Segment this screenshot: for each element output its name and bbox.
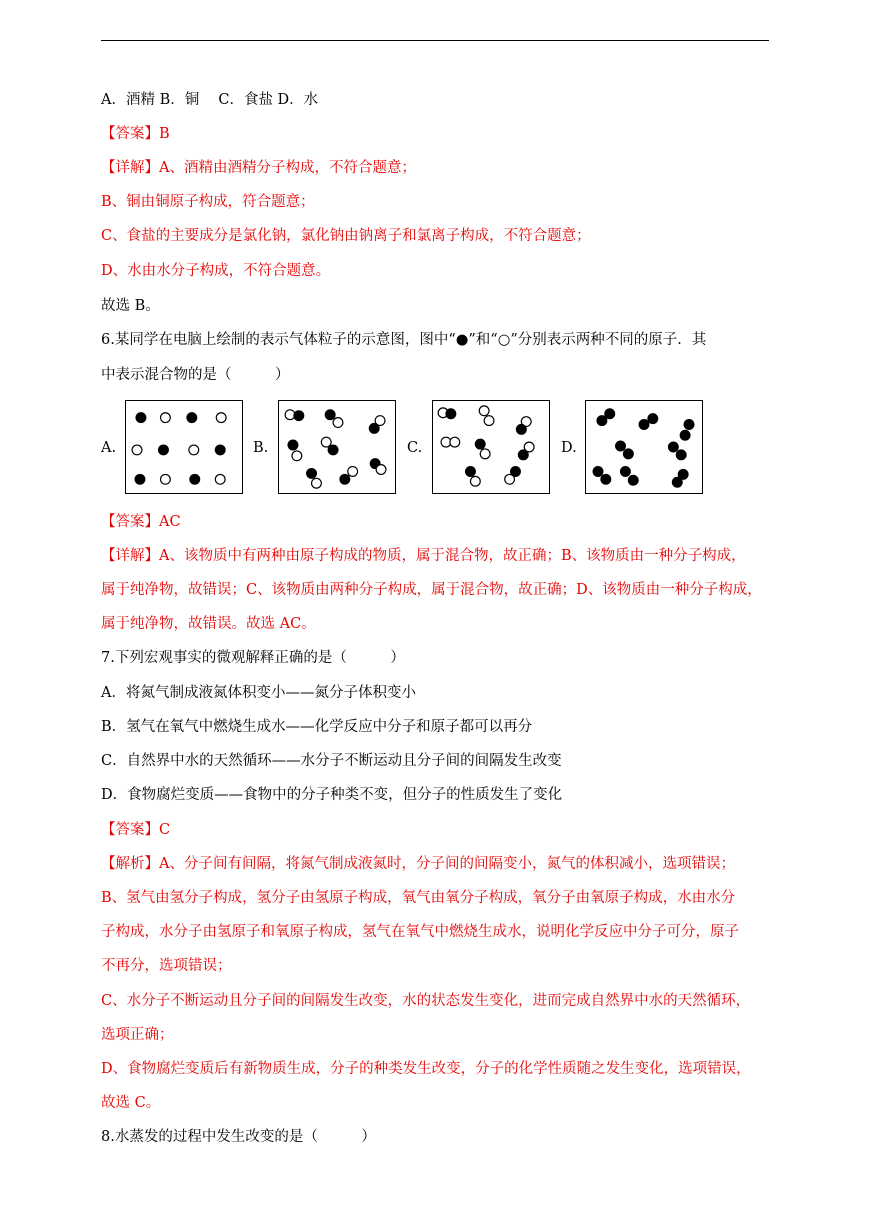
q5-detail-3: C、食盐的主要成分是氯化钠，氯化钠由钠离子和氯离子构成，不符合题意； — [101, 228, 591, 244]
black-atom — [446, 409, 456, 419]
q5-detail-4: D、水由水分子构成，不符合题意。 — [101, 263, 331, 279]
q7-analysis-4: 不再分，选项错误； — [101, 958, 232, 974]
q7-option-c: C．自然界中水的天然循环——水分子不断运动且分子间的间隔发生改变 — [101, 753, 562, 769]
white-atom — [161, 474, 171, 484]
q7-option-b: B．氢气在氧气中燃烧生成水——化学反应中分子和原子都可以再分 — [101, 719, 533, 735]
q7-analysis-3: 子构成，水分子由氢原子和氧原子构成，氢气在氧气中燃烧生成水，说明化学反应中分子可分，原子 — [101, 924, 739, 940]
black-atom — [676, 450, 686, 460]
q7-option-a: A．将氮气制成液氮体积变小——氮分子体积变小 — [101, 685, 416, 701]
particle-figure-a — [125, 400, 243, 494]
black-atom — [672, 477, 682, 487]
white-atom — [189, 445, 199, 455]
particle-diagram-c — [433, 401, 549, 493]
particle-diagram-b — [279, 401, 395, 493]
black-atom — [190, 474, 200, 484]
particle-figure-d — [585, 400, 703, 494]
particle-figure-b — [278, 400, 396, 494]
figure-label-b: B. — [253, 440, 269, 456]
white-atom — [376, 465, 386, 475]
q5-answer: 【答案】B — [101, 126, 170, 142]
black-atom — [328, 445, 338, 455]
white-atom — [215, 474, 225, 484]
black-atom — [136, 413, 146, 423]
white-atom — [292, 451, 302, 461]
black-atom — [369, 424, 379, 434]
black-atom — [475, 439, 485, 449]
q5-detail-2: B、铜由铜原子构成，符合题意； — [101, 194, 315, 210]
particle-diagram-a — [126, 401, 242, 493]
white-atom — [479, 406, 489, 416]
q7-analysis-6: 选项正确； — [101, 1027, 174, 1043]
black-atom — [597, 416, 607, 426]
particle-figure-c — [432, 400, 550, 494]
q5-detail-1: 【详解】A、酒精由酒精分子构成，不符合题意； — [101, 160, 416, 176]
white-atom — [161, 413, 171, 423]
black-atom — [215, 445, 225, 455]
figure-label-d: D. — [561, 440, 577, 456]
white-atom — [505, 474, 515, 484]
black-atom — [187, 413, 197, 423]
header-rule — [101, 40, 769, 41]
black-atom — [294, 411, 304, 421]
black-atom — [680, 430, 690, 440]
black-atom — [518, 450, 528, 460]
q7-analysis-1: 【解析】A、分子间有间隔，将氮气制成液氮时，分子间的间隔变小，氮气的体积减小，选项错误； — [101, 856, 735, 872]
black-atom — [628, 475, 638, 485]
black-atom — [621, 467, 631, 477]
black-atom — [340, 474, 350, 484]
q6-detail-2: 属于纯净物，故错误；C、该物质由两种分子构成，属于混合物，故正确；D、该物质由一种分子构成， — [101, 582, 762, 598]
q6-stem-1: 6.某同学在电脑上绘制的表示气体粒子的示意图，图中“●”和“○”分别表示两种不同的原子．其 — [101, 332, 707, 348]
white-atom — [348, 467, 358, 477]
black-atom — [159, 445, 169, 455]
q7-option-d: D．食物腐烂变质——食物中的分子种类不变，但分子的性质发生了变化 — [101, 787, 563, 803]
q7-answer: 【答案】C — [101, 822, 171, 838]
white-atom — [470, 476, 480, 486]
black-atom — [639, 420, 649, 430]
black-atom — [668, 442, 678, 452]
q7-analysis-2: B、氢气由氢分子构成，氢分子由氢原子构成，氧气由氧分子构成，氧分子由氧原子构成，水由水分 — [101, 890, 736, 906]
q7-analysis-8: 故选 C。 — [101, 1095, 161, 1111]
white-atom — [216, 413, 226, 423]
black-atom — [516, 424, 526, 434]
white-atom — [484, 416, 494, 426]
q7-analysis-5: C、水分子不断运动且分子间的间隔发生改变，水的状态发生变化，进而完成自然界中水的天然循环， — [101, 993, 751, 1009]
white-atom — [480, 449, 490, 459]
q5-options: A．酒精 B．铜 C．食盐 D．水 — [101, 92, 319, 108]
black-atom — [616, 441, 626, 451]
q7-stem: 7.下列宏观事实的微观解释正确的是（ ） — [101, 650, 405, 666]
black-atom — [684, 420, 694, 430]
q6-stem-2: 中表示混合物的是（ ） — [101, 367, 290, 383]
white-atom — [132, 445, 142, 455]
black-atom — [466, 467, 476, 477]
figure-label-c: C. — [407, 440, 423, 456]
q6-detail-1: 【详解】A、该物质中有两种由原子构成的物质，属于混合物，故正确；B、该物质由一种分子构成， — [101, 548, 746, 564]
black-atom — [307, 469, 317, 479]
black-atom — [648, 414, 658, 424]
white-atom — [312, 478, 322, 488]
black-atom — [605, 409, 615, 419]
q7-analysis-7: D、食物腐烂变质后有新物质生成，分子的种类发生改变，分子的化学性质随之发生变化，选项错误， — [101, 1061, 751, 1077]
black-atom — [325, 410, 335, 420]
white-atom — [450, 437, 460, 447]
black-atom — [593, 467, 603, 477]
q6-detail-3: 属于纯净物，故错误。故选 AC。 — [101, 616, 316, 632]
black-atom — [288, 440, 298, 450]
white-atom — [321, 437, 331, 447]
q5-conclusion: 故选 B。 — [101, 298, 160, 314]
black-atom — [601, 474, 611, 484]
figure-label-a: A. — [101, 440, 117, 456]
black-atom — [623, 449, 633, 459]
black-atom — [135, 474, 145, 484]
q8-stem: 8.水蒸发的过程中发生改变的是（ ） — [101, 1129, 376, 1145]
white-atom — [333, 418, 343, 428]
particle-diagram-d — [586, 401, 702, 493]
q6-answer: 【答案】AC — [101, 514, 181, 530]
